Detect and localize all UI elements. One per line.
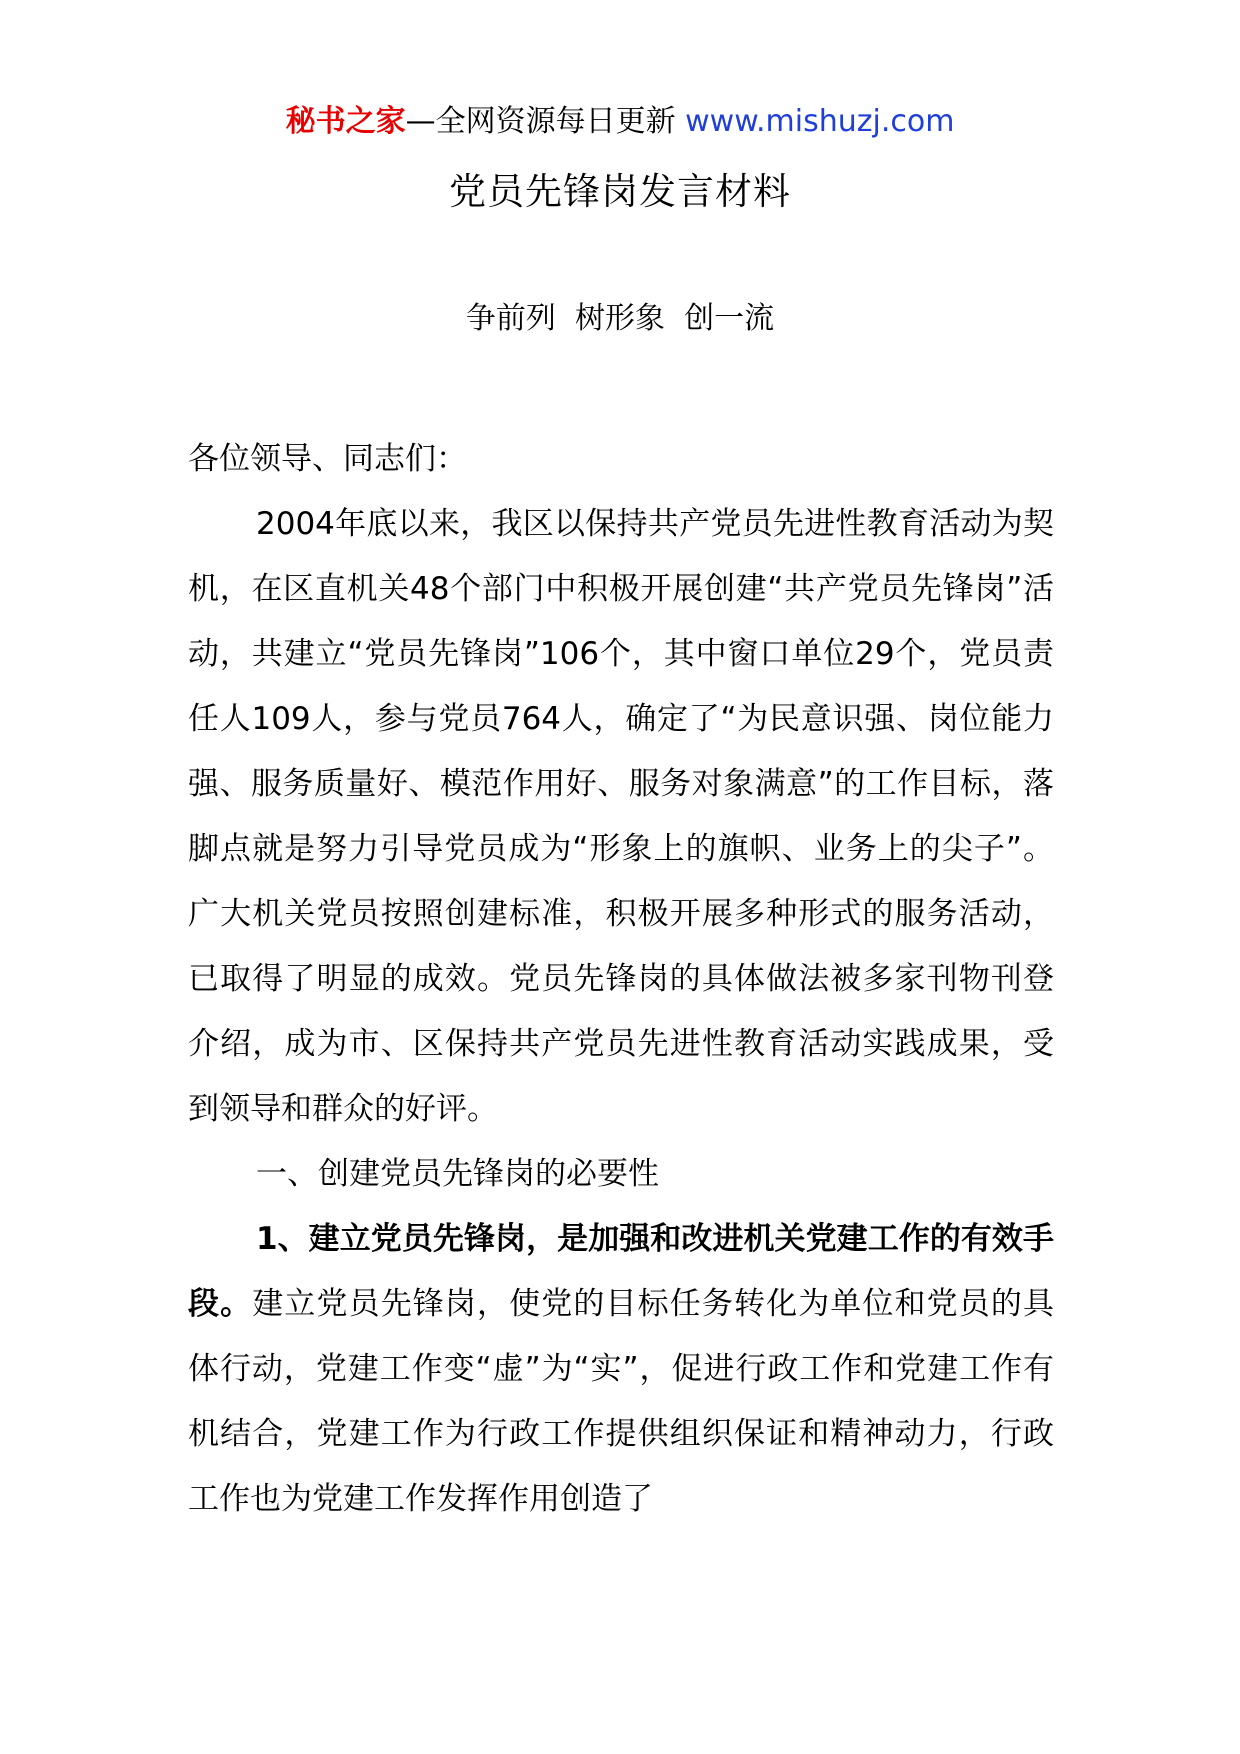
site-brand: 秘书之家 [285,104,406,139]
document-body [188,427,1054,1532]
paragraph-point-1 [188,1207,1054,1532]
document-subtitle: 争前列 树形象 创一流 [465,301,775,336]
site-slogan: —全网资源每日更新 [405,104,676,139]
site-header [0,100,1240,144]
greeting: 各位领导、同志们： [188,441,467,477]
section-heading: 一、创建党员先锋岗的必要性 [256,1156,659,1192]
point-1-heading: 1、建立党员先锋岗，是加强和改进机关党建工作的有效手段。 [188,1221,1054,1322]
paragraph-intro: 2004年底以来，我区以保持共产党员先进性教育活动为契机，在区直机关48个部门中积极开展创建“共产党员先锋岗”活动，共建立“党员先锋岗”106个，其中窗口单位29个，党员责任人109人，参与党员764人，确定了“为民意识强、岗位能力强、服务质量好、模范作用好、服务对象满意”的工作目标，落脚点就是努力引导党员成为“形象上的旗帜、业务上的尖子”。广大机关党员按照创建标准，积极开展多种形式的服务活动，已取得了明显的成效。党员先锋岗的具体做法被多家刊物刊登介绍，成为市、区保持共产党员先进性教育活动实践成果，受到领导和群众的好评。 [188,506,1054,1127]
point-1-text: 建立党员先锋岗，使党的目标任务转化为单位和党员的具体行动，党建工作变“虚”为“实”，促进行政工作和党建工作有机结合，党建工作为行政工作提供组织保证和精神动力，行政工作也为党建工作发挥作用创造了 [188,1286,1055,1517]
site-url-link[interactable]: www.mishuzj.com [685,104,955,139]
document-title: 党员先锋岗发言材料 [449,170,791,213]
